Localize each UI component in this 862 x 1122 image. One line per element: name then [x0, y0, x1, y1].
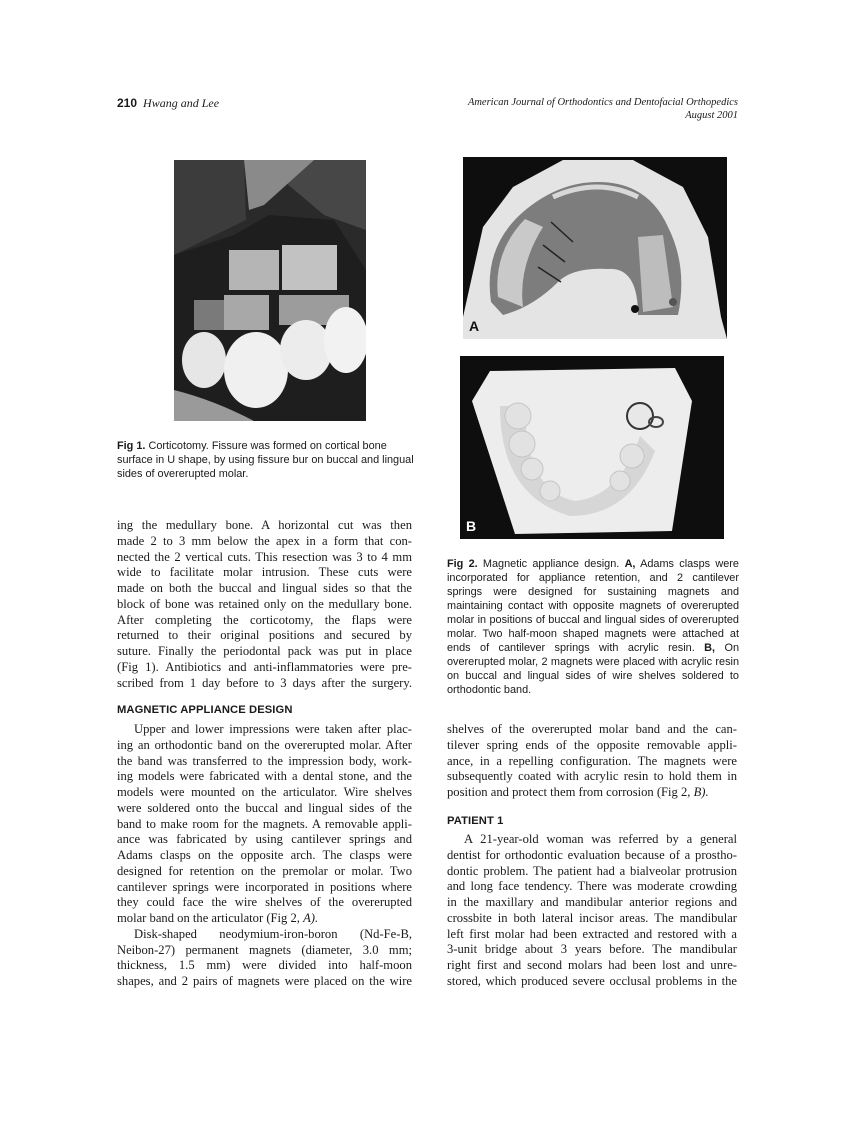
text-line: thickness, 1.5 mm) were divided into half-moon: [117, 958, 412, 973]
text-line: suture. Finally the periodontal pack was put in place: [117, 644, 412, 658]
corticotomy-photo-icon: [174, 160, 366, 421]
figure-2-caption-text-a: Adams clasps were incorporated for appliance retention, and 2 cantilever springs were designed for sustaining magnets and maintaining contact with opposite magnets of overerupted molar in positions of buccal and lingual sides of overerupted molar. Two half-moon shaped magnets were attached at ends of cantilever springs with acrylic resin.: [447, 558, 739, 654]
text-fragment: position and protect them from corrosion (Fig 2,: [447, 785, 694, 799]
figure-2b-reference: B).: [693, 785, 709, 799]
text-line: they could face the wire shelves of the overerupted: [117, 895, 412, 910]
figure-2a-reference: A).: [303, 911, 319, 925]
text-line: ing an orthodontic band on the overerupted molar. After: [117, 737, 412, 752]
figure-1-image: [174, 160, 366, 421]
figure-2-caption-text: Magnetic appliance design.: [477, 558, 625, 570]
paragraph-magnetic-appliance: [117, 722, 412, 990]
figure-2-label: Fig 2.: [447, 558, 478, 570]
text-line: in the maxillary and mandibular anterior regions and: [447, 895, 737, 909]
text-line: ance was fabricated by using cantilever springs and: [117, 832, 412, 847]
text-line: Disk-shaped neodymium-iron-boron (Nd-Fe-B,: [134, 926, 412, 941]
text-line: dontic problem. The patient had a bialveolar protrusion: [447, 863, 737, 878]
panel-label-b: B: [466, 518, 477, 534]
text-line: subsequently coated with acrylic resin to hold them in: [447, 769, 737, 784]
text-line: 3-unit bridge about 3 years before. The mandibular: [447, 942, 737, 957]
text-line: ing models were fabricated with a dental stone, and the: [117, 769, 412, 784]
section-heading-magnetic-appliance-design: MAGNETIC APPLIANCE DESIGN: [117, 704, 293, 716]
text-line: scribed from 1 day before to 3 days after the surgery.: [117, 675, 412, 690]
figure-2-caption: [447, 557, 739, 697]
figure-2b-image: [460, 356, 724, 539]
text-line: (Fig 1). Antibiotics and anti-inflammatories were pre-: [117, 659, 412, 674]
text-fragment: molar band on the articulator (Fig 2,: [117, 911, 304, 925]
paragraph-magnets-continued: [447, 722, 737, 801]
panel-label-a: A: [469, 318, 480, 334]
text-line: shapes, and 2 pairs of magnets were placed on the wire: [117, 974, 412, 988]
caption-panel-b-ref: B,: [704, 642, 716, 654]
text-line: ing the medullary bone. A horizontal cut was then: [117, 518, 412, 532]
figure-1-caption: [117, 439, 415, 481]
paragraph-patient-1: [447, 832, 737, 990]
maxillary-appliance-photo-icon: [463, 157, 727, 339]
text-line: shelves of the overerupted molar band and the can-: [447, 722, 737, 736]
running-authors: Hwang and Lee: [143, 96, 220, 110]
text-line: Neibon-27) permanent magnets (diameter, 3.0 mm;: [117, 942, 412, 957]
running-header-right: [468, 96, 738, 122]
caption-panel-a-ref: A,: [624, 558, 636, 570]
text-line: and long face tendency. There was moderate crowding: [447, 879, 737, 894]
text-line: Adams clasps on the opposite arch. The clasps were: [117, 848, 412, 862]
text-line: stored, which produced severe occlusal problems in the: [447, 973, 737, 988]
section-heading-patient-1: PATIENT 1: [447, 815, 504, 827]
running-header-left: [117, 96, 219, 111]
text-line: nected the 2 vertical cuts. This resection was 3 to 4 mm: [117, 549, 412, 564]
paragraph-corticotomy-continued: [117, 518, 412, 691]
text-line: band to make room for the magnets. A removable appli-: [117, 816, 412, 831]
text-line: wide to facilitate molar intrusion. These cuts were: [117, 565, 412, 580]
text-line: dentist for orthodontic evaluation because of a prostho-: [447, 847, 737, 862]
text-line: [447, 785, 737, 801]
text-line: right first and second molars had been lost and unre-: [447, 958, 737, 972]
text-line: [117, 911, 412, 927]
text-line: models were mounted on the articulator. Wire shelves: [117, 785, 412, 799]
figure-1-caption-text: Corticotomy. Fissure was formed on cortical bone surface in U shape, by using fissure bur on buccal and lingual sides of overerupted molar.: [117, 440, 414, 480]
text-line: crossbite in both lateral incisor areas. The mandibular: [447, 910, 737, 925]
text-line: Upper and lower impressions were taken after plac-: [134, 722, 412, 736]
text-line: were soldered onto the buccal and lingual sides of the: [117, 800, 412, 815]
text-line: block of bone was retained only on the medullary bone.: [117, 596, 412, 611]
figure-2-caption-text-b: On overerupted molar, 2 magnets were placed with acrylic resin on buccal and lingual sides of wire shelves soldered to orthodontic band.: [447, 642, 740, 696]
text-line: left first molar had been extracted and restored with a: [447, 926, 737, 941]
text-line: A 21-year-old woman was referred by a general: [464, 832, 737, 846]
text-line: cantilever springs were incorporated in positions where: [117, 879, 412, 894]
text-line: made on both the buccal and lingual sides so that the: [117, 581, 412, 595]
issue-date: August 2001: [685, 110, 738, 121]
text-line: After completing the corticotomy, the flaps were: [117, 612, 412, 627]
mandibular-model-photo-icon: [460, 356, 724, 539]
journal-title: American Journal of Orthodontics and Dentofacial Orthopedics: [467, 97, 738, 108]
figure-1-label: Fig 1.: [117, 440, 146, 452]
text-line: made 2 to 3 mm below the apex in a form that con-: [117, 533, 412, 548]
page-number: 210: [117, 96, 138, 110]
text-line: returned to their original positions and secured by: [117, 628, 412, 643]
text-line: the band was transferred to the impression body, work-: [117, 753, 412, 768]
figure-2a-image: [463, 157, 727, 339]
text-line: tilever spring ends of the opposite removable appli-: [447, 737, 737, 752]
text-line: ance, in a repelling configuration. The magnets were: [447, 753, 737, 768]
text-line: designed for retention on the premolar or molar. Two: [117, 863, 412, 878]
